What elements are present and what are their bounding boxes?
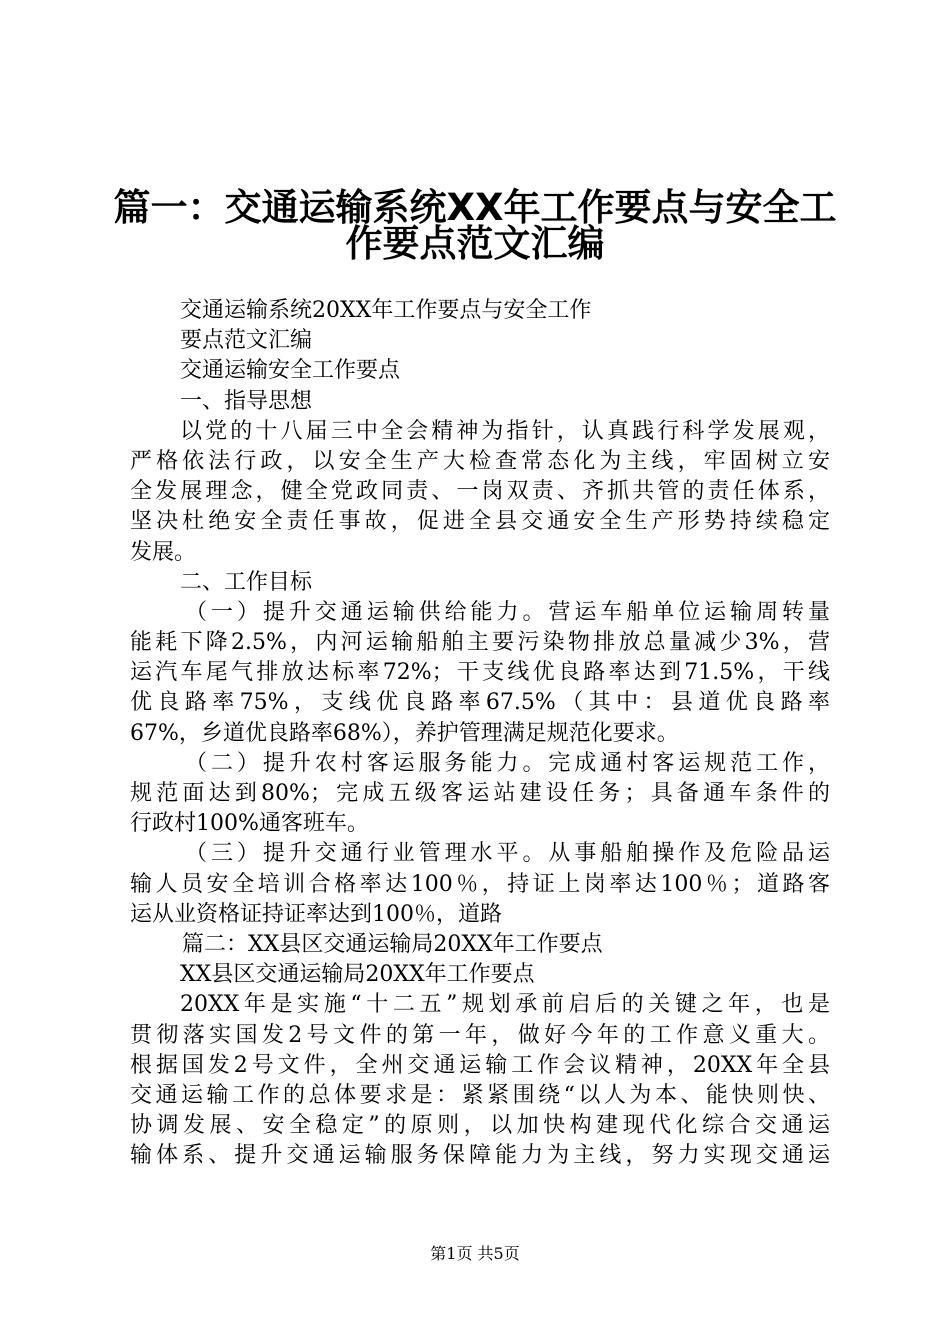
body-line: 交通运输安全工作要点 bbox=[180, 358, 401, 384]
body-line: 交通运输工作的总体要求是：紧紧围绕“以人为本、能快则快、 bbox=[130, 1082, 830, 1108]
body-line: 交通运输系统20XX年工作要点与安全工作 bbox=[180, 298, 592, 323]
body-line: 全发展理念，健全党政同责、一岗双责、齐抓共管的责任体系， bbox=[130, 479, 830, 505]
body-line: 20XX年是实施“十二五”规划承前启后的关键之年，也是 bbox=[180, 992, 830, 1018]
body-line: 输体系、提升交通运输服务保障能力为主线，努力实现交通运 bbox=[130, 1143, 830, 1169]
body-line: 严格依法行政，以安全生产大检查常态化为主线，牢固树立安 bbox=[130, 448, 830, 474]
body-line: 协调发展、安全稳定”的原则，以加快构建现代化综合交通运 bbox=[130, 1113, 830, 1139]
document-body bbox=[130, 296, 830, 1171]
page-footer: 第1页 共5页 bbox=[430, 1244, 520, 1263]
body-line: 输人员安全培训合格率达100％，持证上岗率达100％；道路客 bbox=[130, 871, 830, 897]
body-line: 坚决杜绝安全责任事故，促进全县交通安全生产形势持续稳定 bbox=[130, 509, 830, 535]
document-title-line-2: 作要点范文汇编 bbox=[345, 222, 605, 265]
body-line: 运汽车尾气排放达标率72%；干支线优良路率达到71.5%，干线 bbox=[130, 660, 830, 686]
body-line: XX县区交通运输局20XX年工作要点 bbox=[180, 962, 535, 988]
body-line: （二）提升农村客运服务能力。完成通村客运规范工作， bbox=[185, 750, 830, 776]
body-line: 能耗下降2.5%，内河运输船舶主要污染物排放总量减少3%，营 bbox=[130, 630, 830, 656]
body-line: 要点范文汇编 bbox=[180, 328, 313, 354]
body-line: 贯彻落实国发2号文件的第一年，做好今年的工作意义重大。 bbox=[130, 1022, 830, 1048]
document-title-line-1: 篇一：交通运输系统XX年工作要点与安全工 bbox=[113, 186, 837, 229]
body-line: 运从业资格证持证率达到100％，道路 bbox=[130, 901, 502, 927]
body-line: 发展。 bbox=[130, 539, 197, 565]
body-line: 规范面达到80%；完成五级客运站建设任务；具备通车条件的 bbox=[130, 781, 830, 806]
body-line: 优良路率75%，支线优良路率67.5%（其中：县道优良路率 bbox=[130, 690, 830, 716]
body-line: 以党的十八届三中全会精神为指针，认真践行科学发展观， bbox=[180, 418, 830, 444]
body-line: 行政村100%通客班车。 bbox=[130, 811, 369, 837]
body-line: 二、工作目标 bbox=[180, 569, 313, 595]
body-line: （三）提升交通行业管理水平。从事船舶操作及危险品运 bbox=[185, 841, 830, 867]
body-line: 篇二：XX县区交通运输局20XX年工作要点 bbox=[182, 931, 603, 957]
body-line: 根据国发2号文件，全州交通运输工作会议精神，20XX年全县 bbox=[130, 1052, 830, 1078]
body-line: 一、指导思想 bbox=[180, 388, 313, 414]
body-line: 67%，乡道优良路率68%），养护管理满足规范化要求。 bbox=[130, 720, 679, 746]
body-line: （一）提升交通运输供给能力。营运车船单位运输周转量 bbox=[185, 599, 830, 625]
